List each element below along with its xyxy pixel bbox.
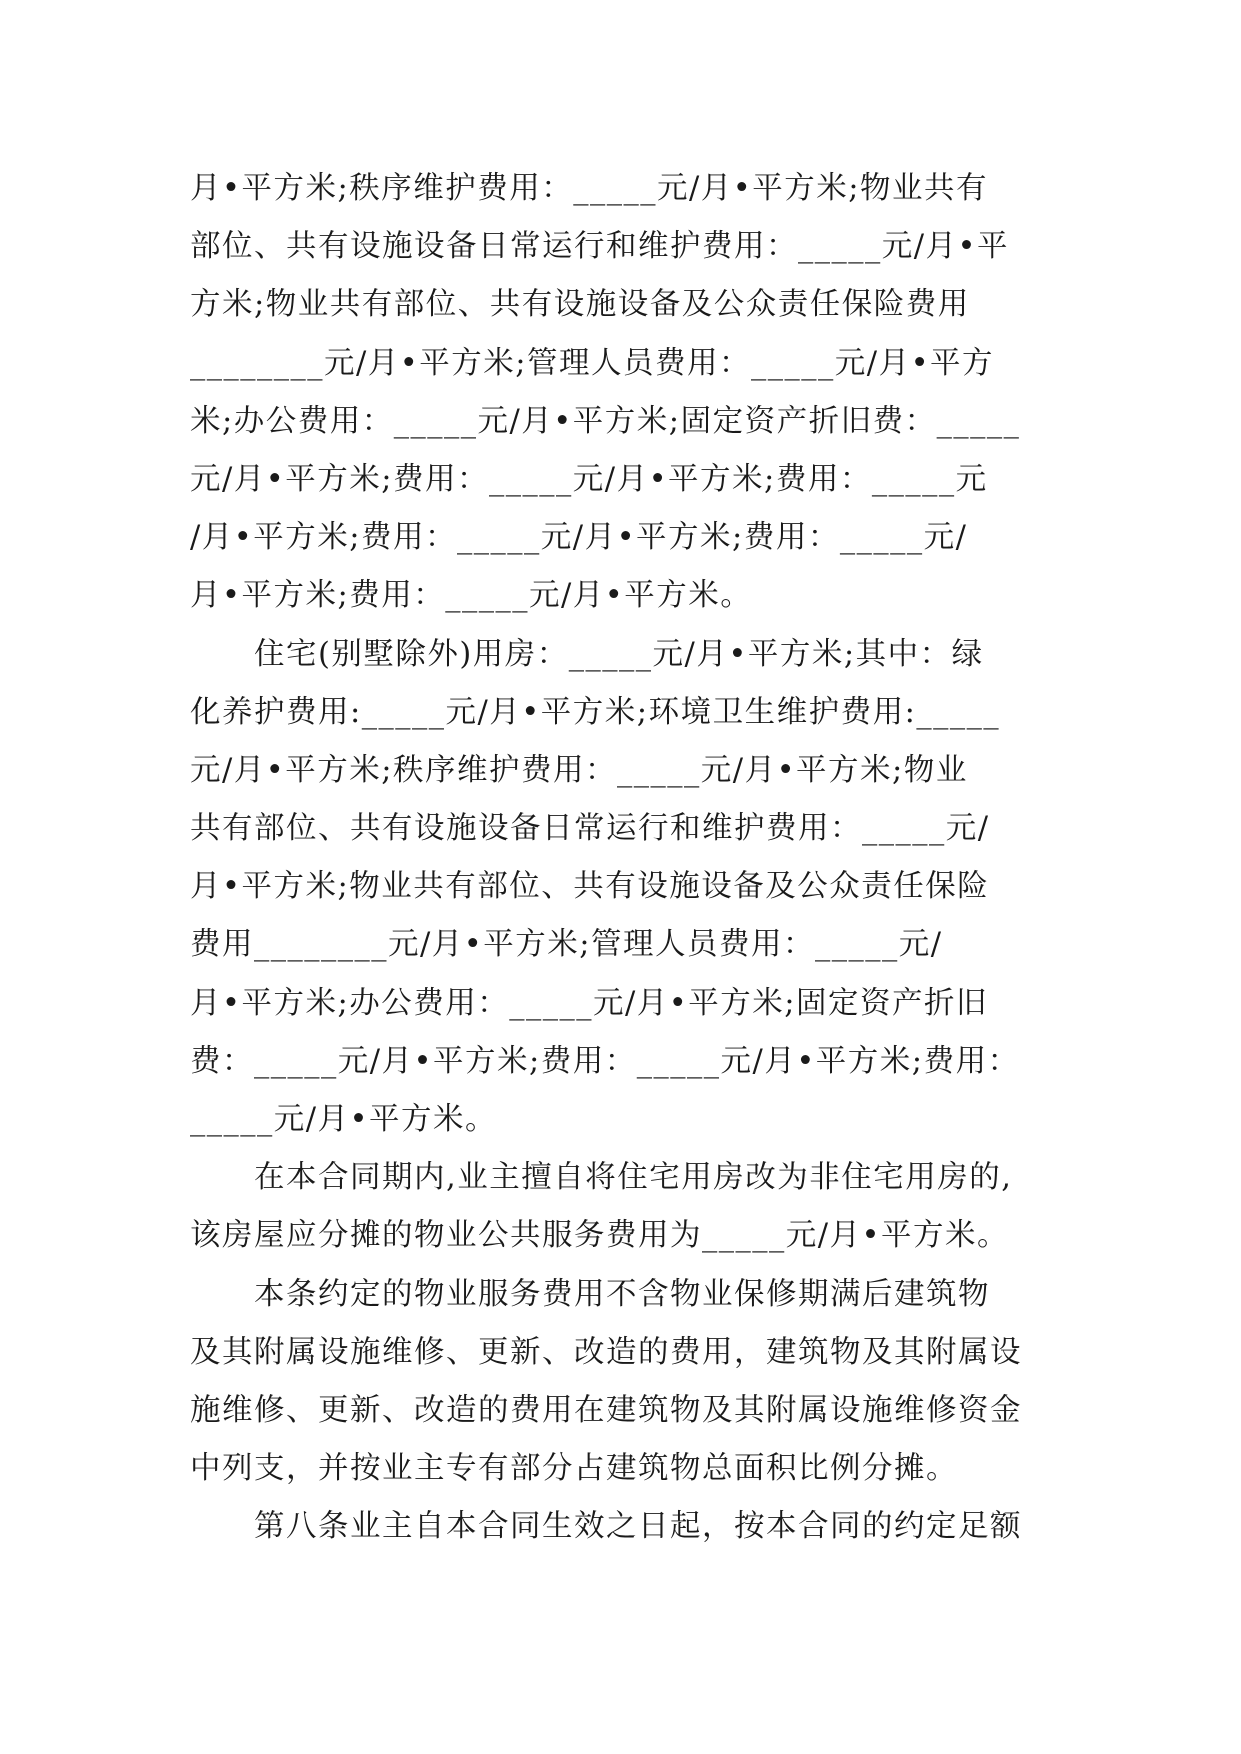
- text-line: 米;办公费用：_____元/月•平方米;固定资产折旧费：_____: [190, 403, 1021, 439]
- contract-body-text: [190, 160, 1050, 1557]
- text-line: ________元/月•平方米;管理人员费用：_____元/月•平方: [190, 345, 995, 381]
- text-line: 月•平方米;物业共有部位、共有设施设备及公众责任保险: [190, 869, 990, 905]
- text-line: 月•平方米;办公费用：_____元/月•平方米;固定资产折旧: [190, 985, 989, 1021]
- paragraph-first-line: 第八条业主自本合同生效之日起，按本合同的约定足额: [254, 1509, 1022, 1545]
- text-line: 化养护费用:_____元/月•平方米;环境卫生维护费用:_____: [190, 694, 1001, 730]
- paragraph-first-line: 住宅(别墅除外)用房：_____元/月•平方米;其中：绿: [254, 636, 984, 672]
- text-line: /月•平方米;费用：_____元/月•平方米;费用：_____元/: [190, 520, 968, 556]
- text-line: 中列支，并按业主专有部分占建筑物总面积比例分摊。: [190, 1451, 958, 1487]
- text-line: 该房屋应分摊的物业公共服务费用为_____元/月•平方米。: [190, 1218, 1010, 1254]
- text-line: 部位、共有设施设备日常运行和维护费用：_____元/月•平: [190, 229, 1010, 265]
- paragraph-first-line: 本条约定的物业服务费用不含物业保修期满后建筑物: [254, 1276, 990, 1312]
- text-line: _____元/月•平方米。: [190, 1102, 498, 1137]
- text-line: 月•平方米;秩序维护费用：_____元/月•平方米;物业共有: [190, 171, 989, 206]
- text-line: 施维修、更新、改造的费用在建筑物及其附属设施维修资金: [190, 1392, 1022, 1428]
- text-line: 费用________元/月•平方米;管理人员费用：_____元/: [190, 927, 943, 963]
- text-line: 月•平方米;费用：_____元/月•平方米。: [190, 578, 753, 614]
- text-line: 及其附属设施维修、更新、改造的费用，建筑物及其附属设: [190, 1334, 1022, 1370]
- text-line: 元/月•平方米;费用：_____元/月•平方米;费用：_____元: [190, 461, 988, 497]
- text-line: 费：_____元/月•平方米;费用：_____元/月•平方米;费用：: [190, 1043, 1020, 1079]
- text-line: 方米;物业共有部位、共有设施设备及公众责任保险费用: [190, 287, 970, 323]
- paragraph-first-line: 在本合同期内,业主擅自将住宅用房改为非住宅用房的,: [254, 1160, 1013, 1196]
- text-line: 共有部位、共有设施设备日常运行和维护费用：_____元/: [190, 811, 990, 847]
- text-line: 元/月•平方米;秩序维护费用：_____元/月•平方米;物业: [190, 752, 968, 788]
